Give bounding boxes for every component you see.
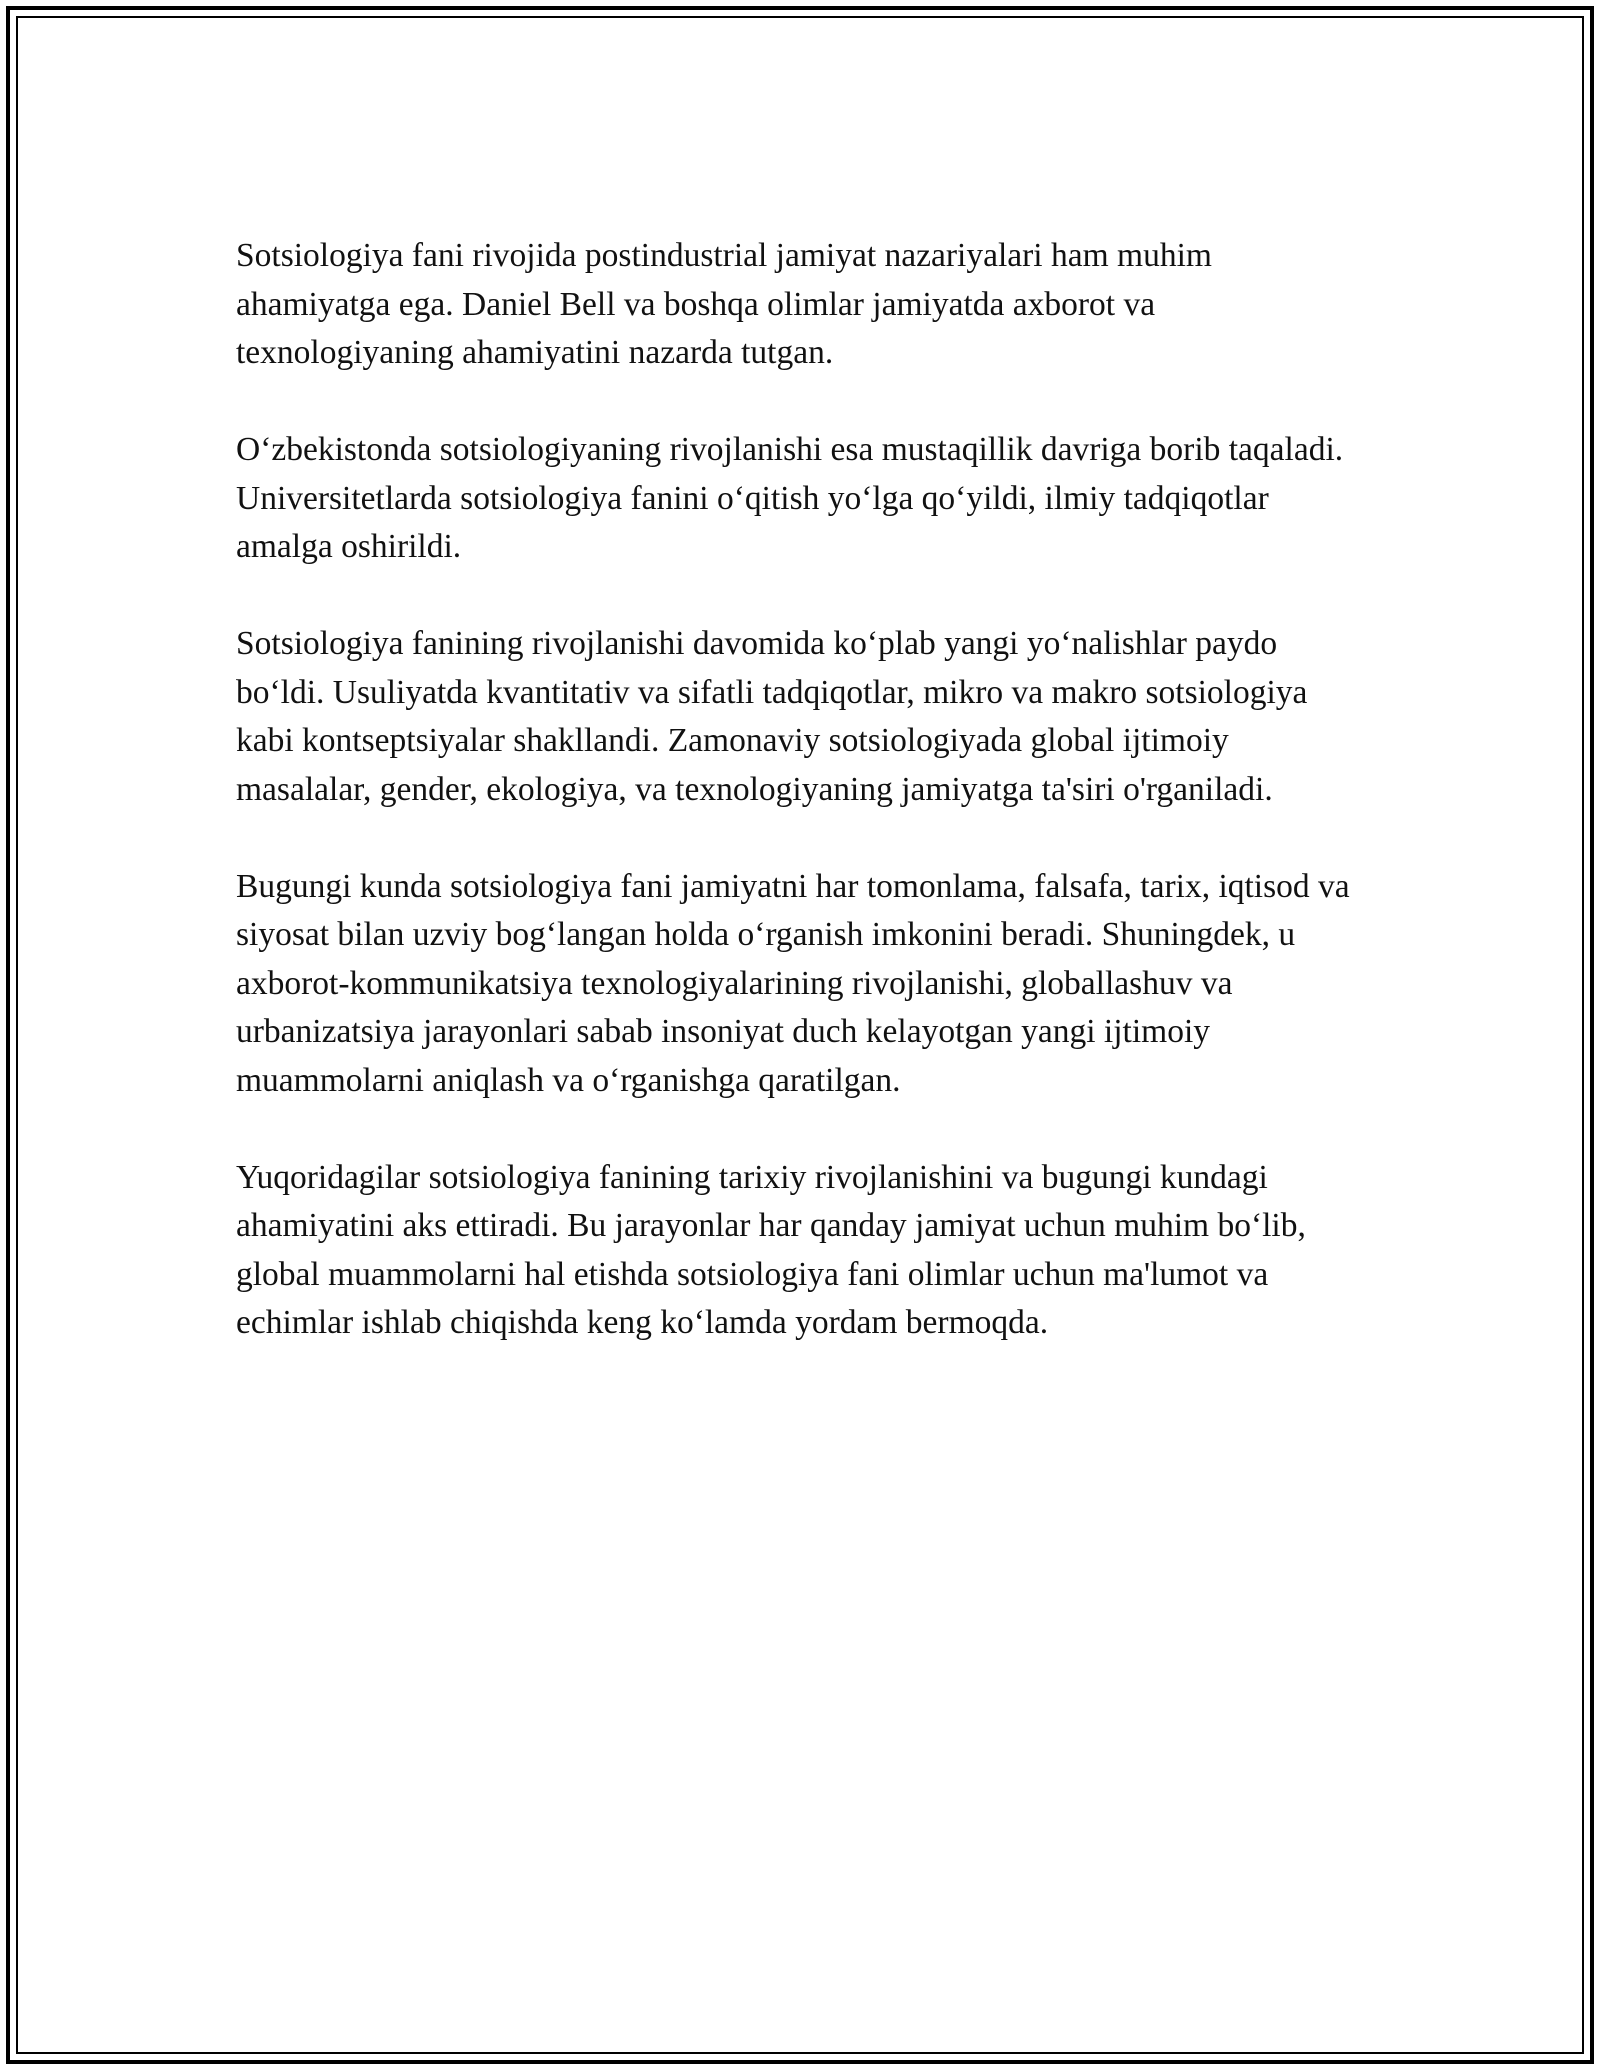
paragraph-2: O‘zbekistonda sotsiologiyaning rivojlanishi esa mustaqillik davriga borib taqaladi. Universitetlarda sotsiologiya fanini o‘qitish yo‘lga qo‘yildi, ilmiy tadqiqotlar amalga oshirildi. [236, 431, 1344, 565]
paragraph-1: Sotsiologiya fani rivojida postindustrial jamiyat nazariyalari ham muhim ahamiyatga ega. Daniel Bell va boshqa olimlar jamiyatda axborot va texnologiyaning ahamiyatini nazarda tutgan. [236, 237, 1212, 371]
paragraph-4: Bugungi kunda sotsiologiya fani jamiyatni har tomonlama, falsafa, tarix, iqtisod va siyosat bilan uzviy bog‘langan holda o‘rganish imkonini beradi. Shuningdek, u axborot-kommunikatsiya texnologiyalarining rivojlanishi, globallashuv va urbanizatsiya jarayonlari sabab insoniyat duch kelayotgan yangi ijtimoiy muammolarni aniqlash va o‘rganishga qaratilgan. [236, 867, 1350, 1099]
document-body [236, 232, 1366, 1348]
paragraph-3: Sotsiologiya fanining rivojlanishi davomida ko‘plab yangi yo‘nalishlar paydo bo‘ldi. Usuliyatda kvantitativ va sifatli tadqiqotlar, mikro va makro sotsiologiya kabi kontseptsiyalar shakllandi. Zamonaviy sotsiologiyada global ijtimoiy masalalar, gender, ekologiya, va texnologiyaning jamiyatga ta'siri o'rganiladi. [236, 625, 1308, 808]
paragraph-5: Yuqoridagilar sotsiologiya fanining tarixiy rivojlanishini va bugungi kundagi ahamiyatini aks ettiradi. Bu jarayonlar har qanday jamiyat uchun muhim bo‘lib, global muammolarni hal etishda sotsiologiya fani olimlar uchun ma'lumot va echimlar ishlab chiqishda keng ko‘lamda yordam bermoqda. [236, 1158, 1306, 1341]
